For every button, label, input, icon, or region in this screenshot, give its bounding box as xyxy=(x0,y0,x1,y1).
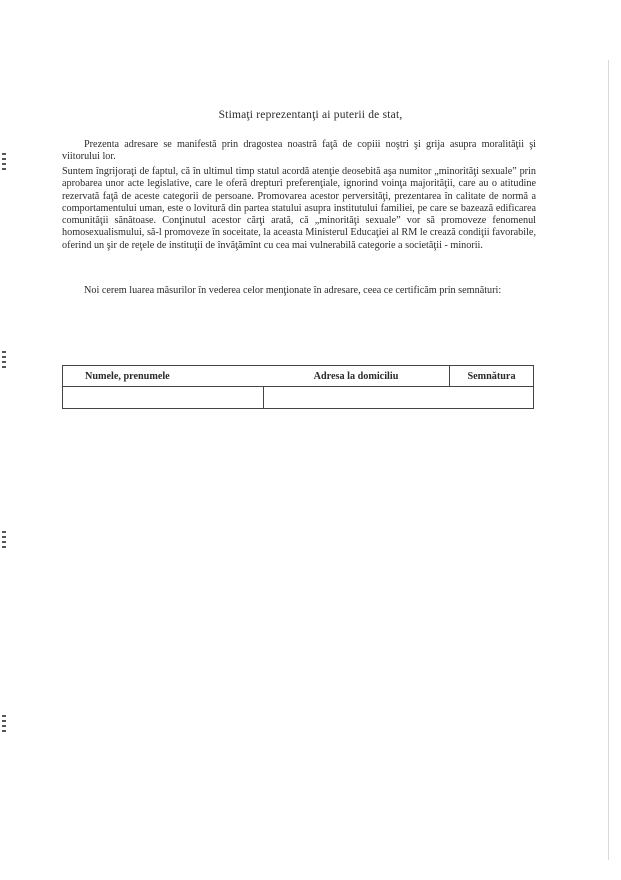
paragraph-request-text: Noi cerem luarea măsurilor în vederea celor menţionate în adresare, ceea ce certificăm prin semnături: xyxy=(84,285,502,296)
paragraph-intro xyxy=(62,139,536,164)
paragraph-concern-text: Suntem îngrijoraţi de faptul, că în ultimul timp statul acordă atenţie deosebită aşa numitor „minorităţi sexuale” prin aprobarea unor acte legislative, care le oferă drepturi preferenţiale, ignorind voinţa majorităţii, care au o atitudine rezervată faţă de aceste categorii de persoane. Promovarea acestor perversităţi, prezentarea în calitate de normă a comportamentului uman, este o lovitură din partea statului asupra institutului familiei, pe care se bazează edificarea comunităţii sănătoase. Conţinutul acestor cărţi arată, că „minorităţi sexuale” vor să promoveze fenomenul homosexualismului, să-l promoveze în soceitate, la aceasta Ministerul Educaţiei al RM le crează condiţii favorabile, oferind un şir de reţele de instituţii de învăţămînt cu cea mai vulnerabilă categorie a societăţii - minorii. xyxy=(62,166,536,251)
signature-table-header xyxy=(63,366,534,387)
table-row xyxy=(63,387,534,409)
scan-binding-mark xyxy=(2,528,8,551)
cell-name xyxy=(63,387,264,409)
header-address: Adresa la domiciliu xyxy=(263,366,450,387)
scan-binding-mark xyxy=(2,712,8,735)
cell-address xyxy=(263,387,450,409)
header-name: Numele, prenumele xyxy=(63,366,264,387)
paragraph-concern xyxy=(62,166,536,252)
scan-binding-mark xyxy=(2,348,8,371)
paragraph-intro-text: Prezenta adresare se manifestă prin dragostea noastră faţă de copiii noştri şi grija asupra moralităţii şi viitorului lor. xyxy=(62,139,536,163)
greeting: Stimaţi reprezentanţi ai puterii de stat, xyxy=(218,109,403,121)
paragraph-request xyxy=(62,285,536,297)
scan-edge-line xyxy=(608,60,609,860)
signature-table xyxy=(62,365,534,409)
header-signature: Semnătura xyxy=(450,366,534,387)
cell-signature xyxy=(450,387,534,409)
scan-binding-mark xyxy=(2,150,8,173)
